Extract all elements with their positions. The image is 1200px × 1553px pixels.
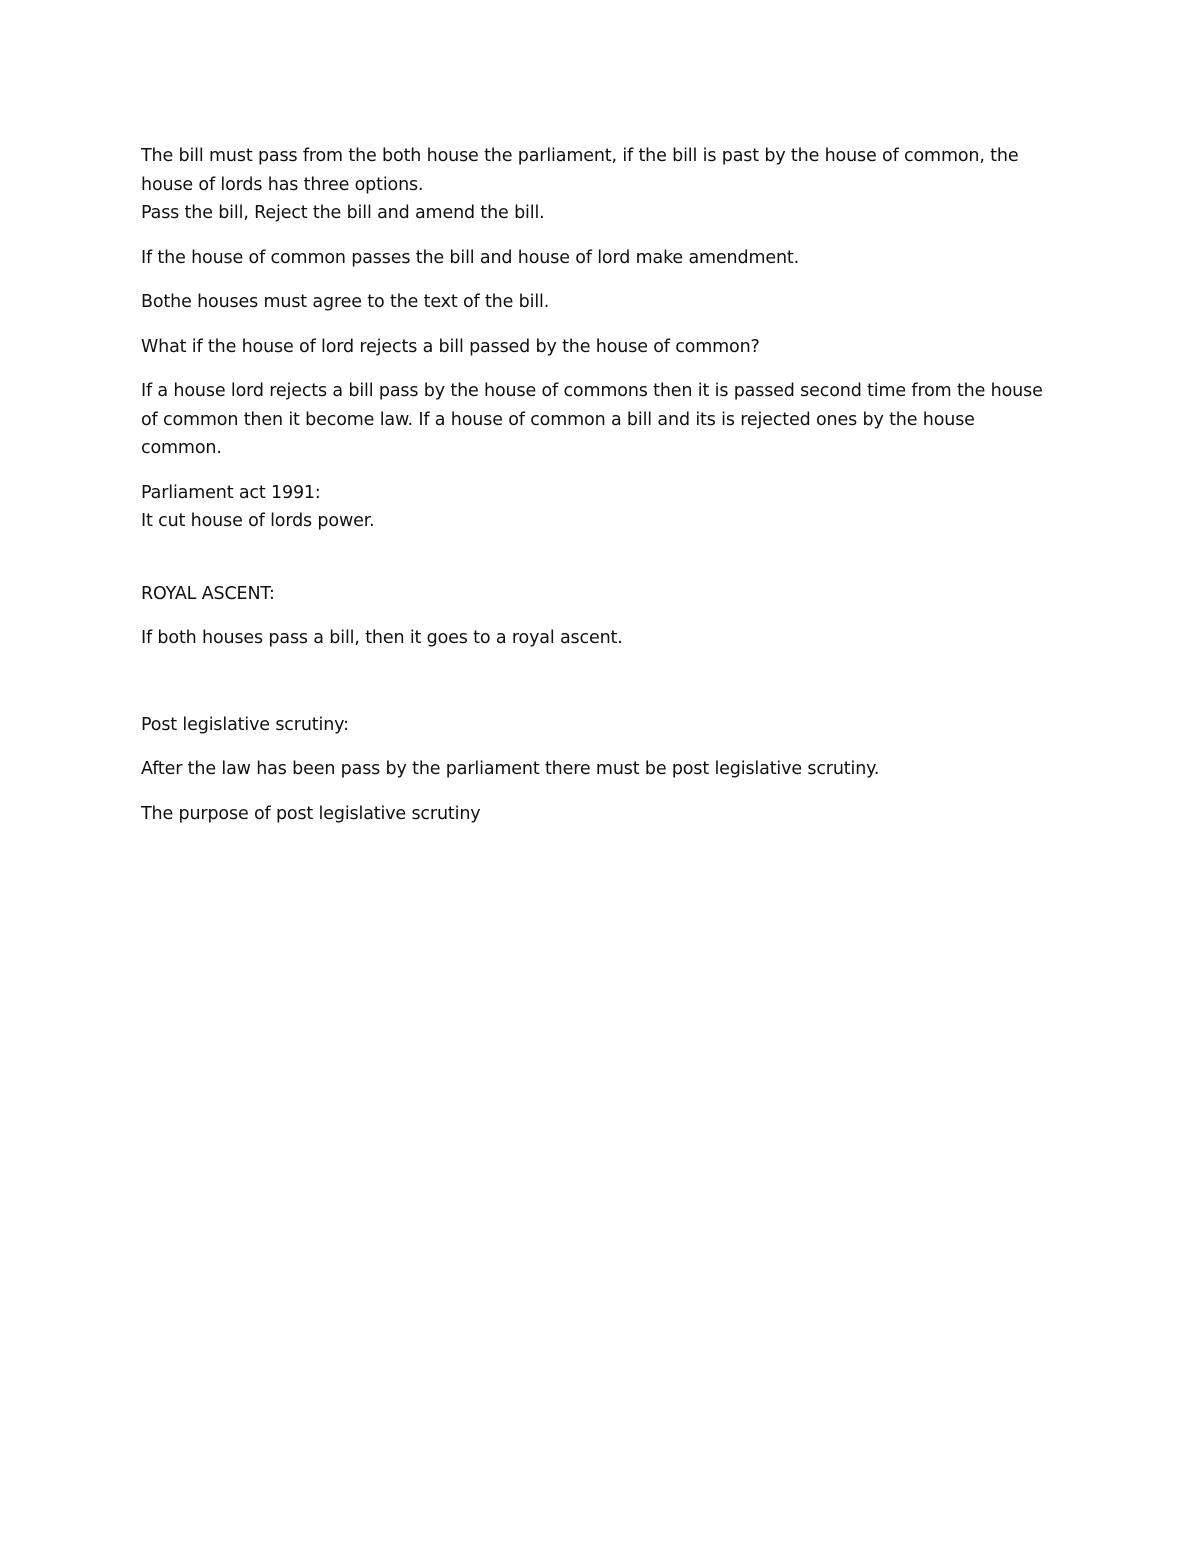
paragraph-bill-passage [141, 142, 1061, 228]
spacer [141, 228, 1061, 244]
spacer [141, 536, 1061, 580]
text-line: The purpose of post legislative scrutiny [141, 803, 481, 824]
spacer [141, 361, 1061, 377]
spacer [141, 739, 1061, 755]
text-line: of common then it become law. If a house of common a bill and its is rejected ones by the house [141, 409, 975, 430]
text-line: If a house lord rejects a bill pass by the house of commons then it is passed second time from the house [141, 381, 1043, 401]
spacer [141, 463, 1061, 479]
heading-post-legislative-scrutiny [141, 711, 1061, 740]
text-line: Bothe houses must agree to the text of the bill. [141, 292, 550, 312]
spacer [141, 653, 1061, 711]
paragraph-post-legislative-scrutiny [141, 755, 1061, 784]
text-line: It cut house of lords power. [141, 511, 375, 531]
text-line: If the house of common passes the bill and house of lord make amendment. [141, 247, 800, 268]
spacer [141, 317, 1061, 333]
text-line: Pass the bill, Reject the bill and amend the bill. [141, 203, 545, 223]
heading-royal-ascent [141, 580, 1061, 609]
text-line: Parliament act 1991: [141, 482, 321, 503]
paragraph-question [141, 333, 1061, 362]
text-line: ROYAL ASCENT: [141, 583, 275, 604]
text-line: Post legislative scrutiny: [141, 714, 349, 735]
text-line: After the law has been pass by the parliament there must be post legislative scrutiny. [141, 759, 880, 779]
document-body [141, 142, 1061, 828]
spacer [141, 608, 1061, 624]
paragraph-purpose [141, 800, 1061, 829]
paragraph-royal-ascent [141, 624, 1061, 653]
text-line: common. [141, 438, 222, 458]
paragraph-amendment [141, 244, 1061, 273]
text-line: house of lords has three options. [141, 174, 424, 195]
spacer [141, 784, 1061, 800]
spacer [141, 272, 1061, 288]
paragraph-parliament-act [141, 479, 1061, 536]
text-line: If both houses pass a bill, then it goes to a royal ascent. [141, 628, 623, 648]
paragraph-agree-text [141, 288, 1061, 317]
paragraph-rejection [141, 377, 1061, 463]
text-line: What if the house of lord rejects a bill passed by the house of common? [141, 336, 760, 357]
text-line: The bill must pass from the both house the parliament, if the bill is past by the house of common, the [141, 146, 1019, 166]
